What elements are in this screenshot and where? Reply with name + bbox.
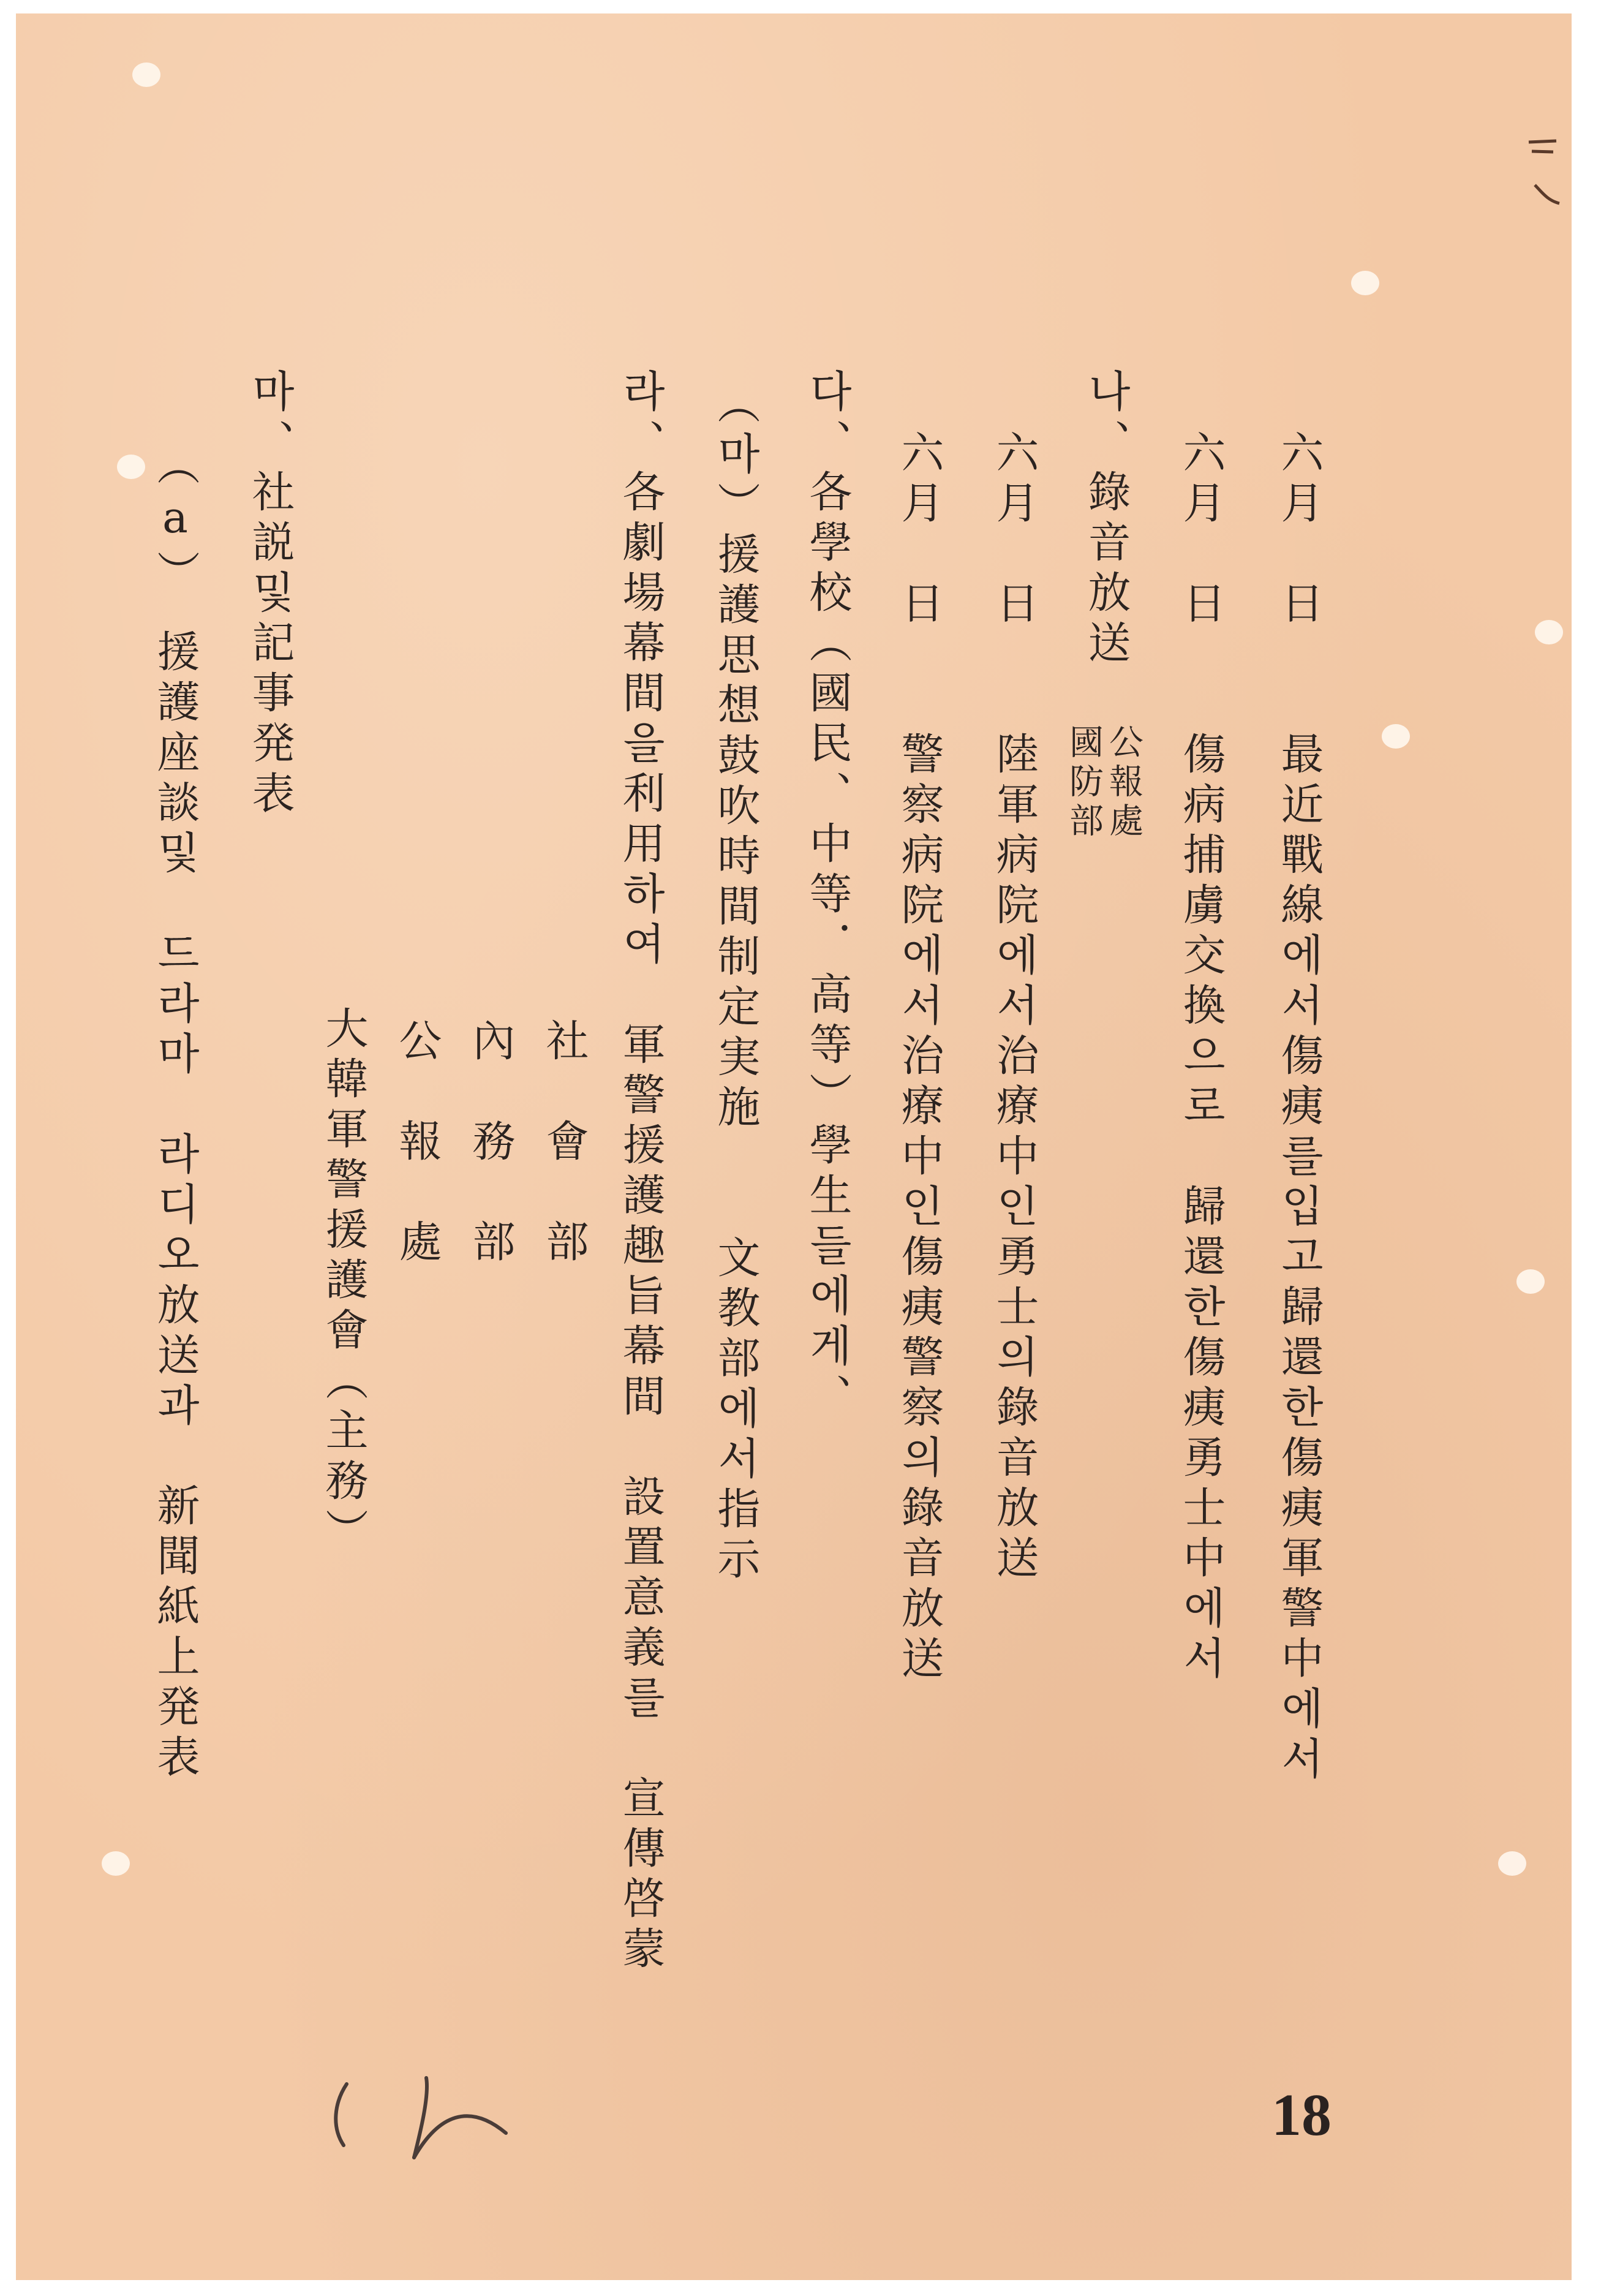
text-line: 六月 日 警察病院에서治療中인傷痍警察의錄音放送 xyxy=(894,430,944,1686)
text-line: （마）援護思想鼓吹時間制定実施 文教部에서指示 xyxy=(710,381,761,1587)
text-line: （a） 援護座談및 드라마 라디오放送과 新聞紙上発表 xyxy=(150,442,200,1784)
paper-hole xyxy=(117,455,145,479)
section-heading: 다、各學校（國民、中等．高等）學生들에게、 xyxy=(802,369,853,1424)
paper-hole xyxy=(1351,271,1379,295)
text-line: 大韓軍警援護會（主務） xyxy=(318,1006,369,1558)
margin-mark xyxy=(1523,130,1565,222)
text-line: 國防部 xyxy=(1064,724,1104,842)
pencil-mark xyxy=(322,2060,524,2164)
paper-hole xyxy=(132,62,160,87)
section-heading: 마、社説및記事発表 xyxy=(245,369,295,821)
page-number: 18 xyxy=(1271,2082,1332,2148)
text-line: 六月 日 傷病捕虜交換으로 歸還한傷痍勇士中에서 xyxy=(1176,430,1226,1686)
section-heading: 나、錄音放送 xyxy=(1081,369,1131,670)
text-line: 公 報 處 xyxy=(392,1018,442,1269)
text-line: 六月 日 陸軍病院에서治療中인勇士의錄音放送 xyxy=(989,430,1039,1585)
text-line: 內 務 部 xyxy=(465,1018,516,1269)
paper-hole xyxy=(1535,620,1563,644)
document-page xyxy=(16,13,1572,2280)
text-line: 六月 日 最近戰線에서傷痍를입고歸還한傷痍軍警中에서 xyxy=(1274,430,1324,1786)
section-heading: 라、各劇場幕間을利用하여 軍警援護趣旨幕間 設置意義를 宣傳啓蒙 xyxy=(616,369,666,1976)
paper-hole xyxy=(1516,1269,1545,1294)
paper-hole xyxy=(1382,724,1410,749)
text-line: 社 會 部 xyxy=(539,1018,589,1269)
paper-hole xyxy=(1498,1851,1526,1876)
paper-hole xyxy=(102,1851,130,1876)
text-line: 公報處 xyxy=(1104,724,1143,842)
